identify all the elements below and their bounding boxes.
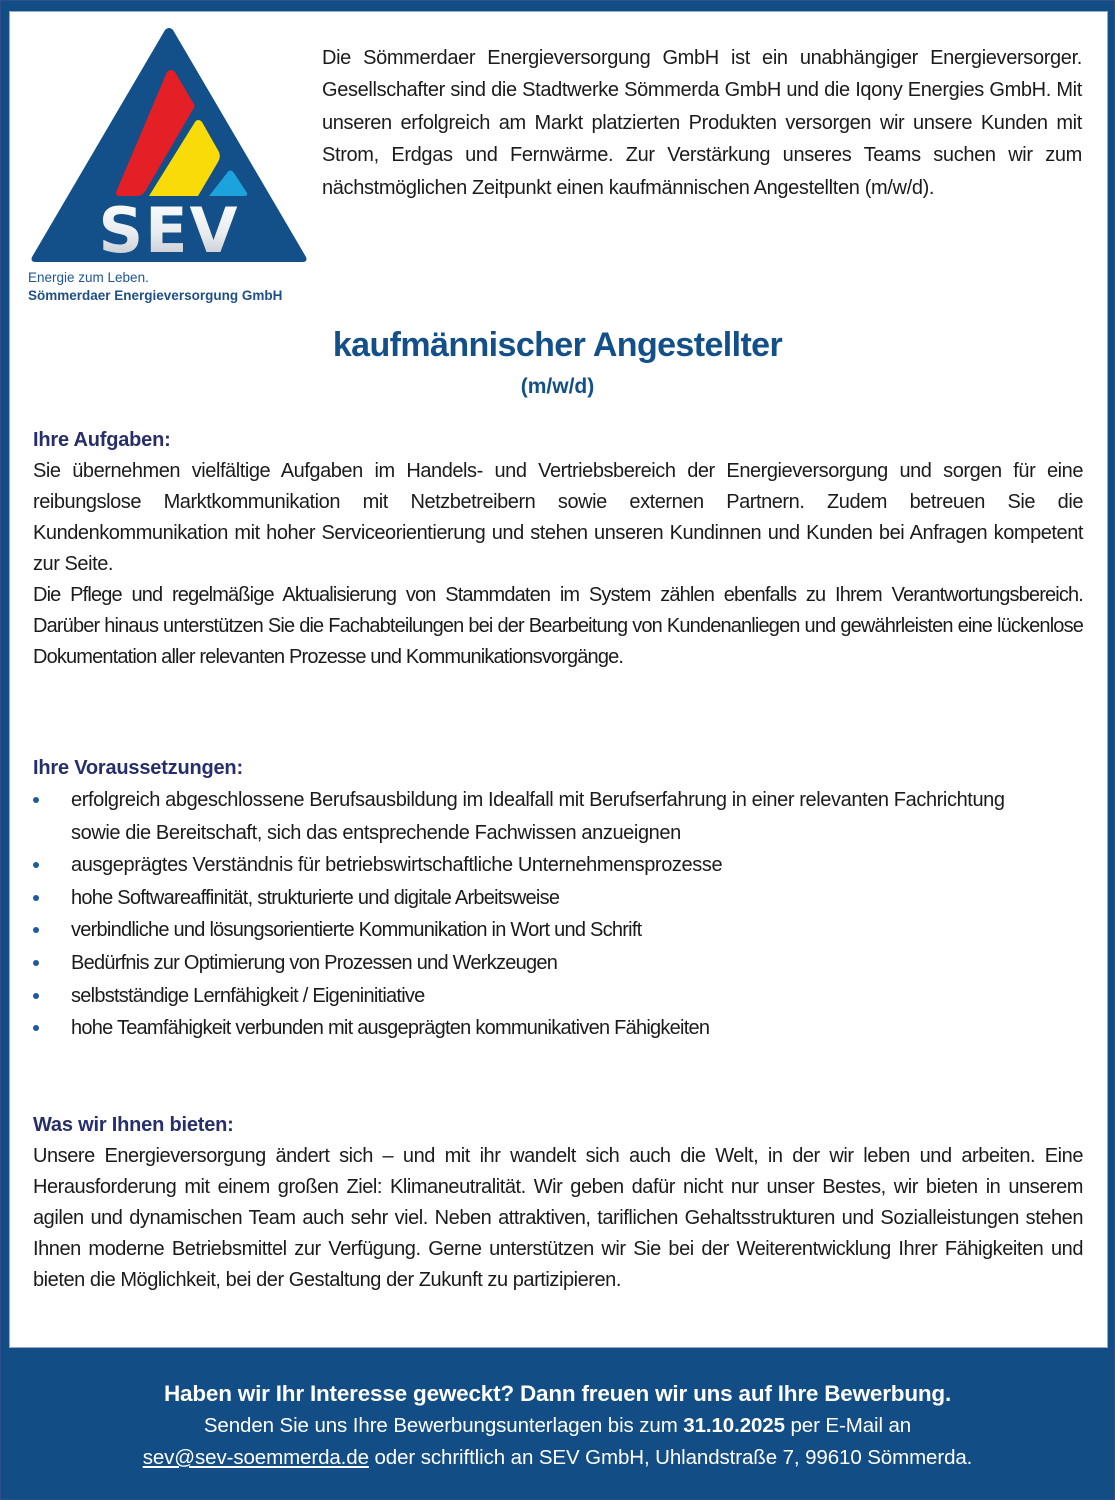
logo-wordmark: SEV: [98, 194, 240, 266]
footer-headline: Haben wir Ihr Interesse geweckt? Dann freuen wir uns auf Ihre Bewerbung.: [163, 1381, 952, 1406]
list-item: [33, 784, 1031, 849]
list-item-text: selbstständige Lernfähigkeit / Eigeninitiative: [71, 984, 425, 1007]
tasks-paragraph-2: Die Pflege und regelmäßige Aktualisierung von Stammdaten im System zählen ebenfalls zu Ihrem Verantwortungsbereich. Darüber hinaus unterstützen Sie die Fachabteilungen bei der Bearbeitung von Kundenanliegen und gewährleisten eine lückenlose Dokumentation aller relevanten Prozesse und Kommunikationsvorgänge.: [33, 584, 1083, 668]
list-item-text: erfolgreich abgeschlossene Berufsausbildung im Idealfall mit Berufserfahrung in einer relevanten Fachrichtung sowie die Bereitschaft, sich das entsprechende Fachwissen anzueignen: [71, 789, 1005, 844]
job-subtitle: (m/w/d): [520, 375, 595, 398]
tasks-heading: Ihre Aufgaben:: [33, 429, 171, 451]
bullet-icon: [33, 993, 39, 999]
tasks-paragraph-1: Sie übernehmen vielfältige Aufgaben im Handels- und Vertriebsbereich der Energieversorgung und sorgen für eine reibungslose Marktkommunikation mit Netzbetreibern sowie externen Partnern. Zudem betreuen Sie die Kundenkommunikation mit hoher Serviceorientierung und stehen unseren Kundinnen und Kunden bei Anfragen kompetent zur Seite.: [33, 460, 1083, 575]
application-deadline: 31.10.2025: [683, 1414, 785, 1437]
footer-line-2: [0, 1442, 1115, 1474]
list-item: [33, 980, 1031, 1013]
list-item: [33, 849, 1031, 882]
bullet-icon: [33, 927, 39, 933]
bullet-icon: [33, 895, 39, 901]
sev-logo: [28, 26, 310, 266]
list-item: [33, 947, 1031, 980]
footer-line-1-suffix: per E-Mail an: [784, 1414, 912, 1437]
list-item-text: ausgeprägtes Verständnis für betriebswirtschaftliche Unternehmensprozesse: [71, 854, 723, 877]
call-to-action-footer: [0, 1378, 1115, 1474]
bullet-icon: [33, 960, 39, 966]
tagline: Energie zum Leben.: [28, 270, 149, 285]
bullet-icon: [33, 797, 39, 803]
list-item: [33, 882, 1031, 915]
footer-line-1-prefix: Senden Sie uns Ihre Bewerbungsunterlagen bis zum: [203, 1414, 684, 1437]
intro-paragraph: Die Sömmerdaer Energieversorgung GmbH ist ein unabhängiger Energieversorger. Gesellschafter sind die Stadtwerke Sömmerda GmbH und die Iqony Energies GmbH. Mit unseren erfolgreich am Markt platzierten Produkten versorgen wir unsere Kunden mit Strom, Erdgas und Fernwärme. Zur Verstärkung unseres Teams suchen wir zum nächstmöglichen Zeitpunkt einen kaufmännischen Angestellten (m/w/d).: [322, 47, 1082, 199]
requirements-list: [33, 784, 1083, 1045]
list-item-text: verbindliche und lösungsorientierte Kommunikation in Wort und Schrift: [71, 919, 642, 942]
bullet-icon: [33, 862, 39, 868]
list-item-text: Bedürfnis zur Optimierung von Prozessen und Werkzeugen: [71, 951, 558, 974]
footer-line-1: [0, 1410, 1115, 1442]
footer-address: oder schriftlich an SEV GmbH, Uhlandstraße 7, 99610 Sömmerda.: [368, 1446, 973, 1469]
list-item-text: hohe Teamfähigkeit verbunden mit ausgeprägten kommunikativen Fähigkeiten: [71, 1017, 710, 1040]
offer-paragraph: Unsere Energieversorgung ändert sich – und mit ihr wandelt sich auch die Welt, in der wir leben und arbeiten. Eine Herausforderung mit einem großen Ziel: Klimaneutralität. Wir geben dafür nicht nur unser Bestes, wir bieten in unserem agilen und dynamischen Team auch sehr viel. Neben attraktiven, tariflichen Gehaltsstrukturen und Sozialleistungen stehen Ihnen moderne Betriebsmittel zur Verfügung. Gerne unterstützen wir Sie bei der Weiterentwicklung Ihrer Fähigkeiten und bieten die Möglichkeit, bei der Gestaltung der Zukunft zu partizipieren.: [33, 1145, 1083, 1291]
bullet-icon: [33, 1025, 39, 1031]
offer-heading: Was wir Ihnen bieten:: [33, 1114, 234, 1136]
company-name: Sömmerdaer Energieversorgung GmbH: [28, 288, 283, 303]
logo-triangle-icon: [28, 26, 310, 266]
logo-tagline-block: [28, 269, 282, 305]
requirements-heading: Ihre Voraussetzungen:: [33, 757, 243, 779]
requirements-section: [33, 753, 1083, 1045]
list-item: [33, 914, 1031, 947]
list-item-text: hohe Softwareaffinität, strukturierte und digitale Arbeitsweise: [71, 886, 560, 909]
list-item: [33, 1012, 1031, 1045]
offer-section: [33, 1110, 1083, 1296]
tasks-section: [33, 425, 1083, 673]
job-title: kaufmännischer Angestellter: [332, 326, 783, 364]
email-link[interactable]: sev@sev-soemmerda.de: [142, 1446, 369, 1469]
